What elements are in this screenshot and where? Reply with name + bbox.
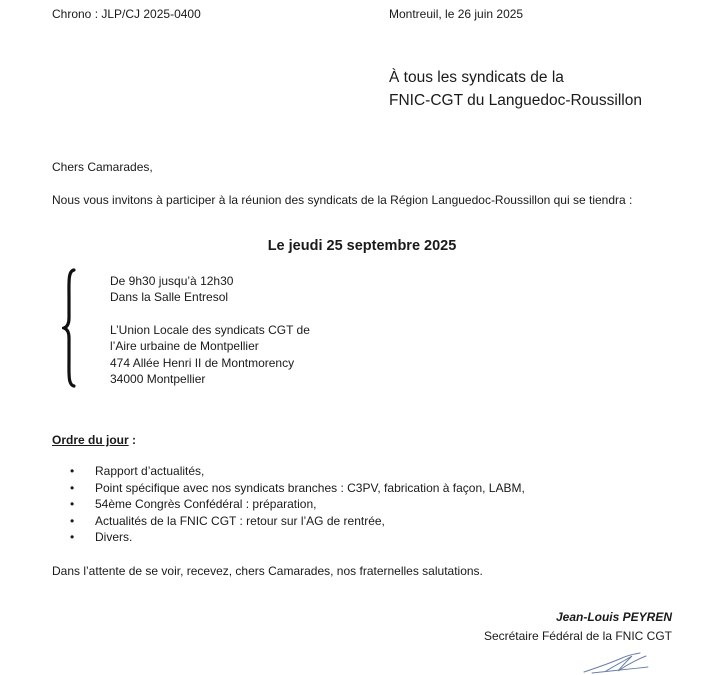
closing-sentence: Dans l’attente de se voir, recevez, chers Camarades, nos fraternelles salutations. <box>52 564 483 578</box>
agenda-item <box>52 480 525 497</box>
bullet-icon: • <box>70 530 75 544</box>
agenda-heading-colon: : <box>128 433 137 447</box>
address-city: 34000 Montpellier <box>110 371 206 386</box>
agenda-item-text: Actualités de la FNIC CGT : retour sur l’AG de rentrée, <box>95 513 385 528</box>
agenda-list <box>52 463 525 546</box>
bullet-icon: • <box>70 497 75 511</box>
agenda-item-text: Divers. <box>95 530 133 544</box>
letter-date: Montreuil, le 26 juin 2025 <box>389 7 524 21</box>
left-brace-icon <box>62 268 76 388</box>
intro-paragraph: Nous vous invitons à participer à la réunion des syndicats de la Région Languedoc-Roussillon qui se tiendra : <box>52 193 633 207</box>
recipient-line-1: À tous les syndicats de la <box>389 69 564 86</box>
signatory-name: Jean-Louis PEYREN <box>555 610 672 624</box>
meeting-address <box>110 322 310 387</box>
agenda-heading-text: Ordre du jour <box>52 433 129 447</box>
greeting: Chers Camarades, <box>52 160 153 174</box>
meeting-room: Dans la Salle Entresol <box>110 290 229 305</box>
meeting-date: Le jeudi 25 septembre 2025 <box>267 238 457 254</box>
handwritten-signature <box>582 652 652 674</box>
bullet-icon: • <box>70 464 75 478</box>
agenda-item <box>52 513 525 530</box>
agenda-item-text: 54ème Congrès Confédéral : préparation, <box>95 497 317 511</box>
address-street: 474 Allée Henri II de Montmorency <box>110 355 295 370</box>
signatory-title: Secrétaire Fédéral de la FNIC CGT <box>483 629 672 643</box>
meeting-time: De 9h30 jusqu’à 12h30 <box>110 274 234 288</box>
bullet-icon: • <box>70 513 75 528</box>
agenda-item-text: Point spécifique avec nos syndicats branches : C3PV, fabrication à façon, LABM, <box>95 480 525 495</box>
agenda-heading <box>52 433 136 447</box>
meeting-time-place <box>110 273 233 306</box>
address-org-line-1: L’Union Locale des syndicats CGT de <box>110 323 310 337</box>
agenda-item <box>52 496 525 513</box>
address-org-line-2: l’Aire urbaine de Montpellier <box>110 339 259 354</box>
agenda-item <box>52 463 525 480</box>
agenda-item-text: Rapport d’actualités, <box>95 464 205 478</box>
bullet-icon: • <box>70 480 75 495</box>
recipient-line-2: FNIC-CGT du Languedoc-Roussillon <box>389 92 642 109</box>
agenda-item <box>52 529 525 546</box>
reference-number: Chrono : JLP/CJ 2025-0400 <box>52 7 201 21</box>
